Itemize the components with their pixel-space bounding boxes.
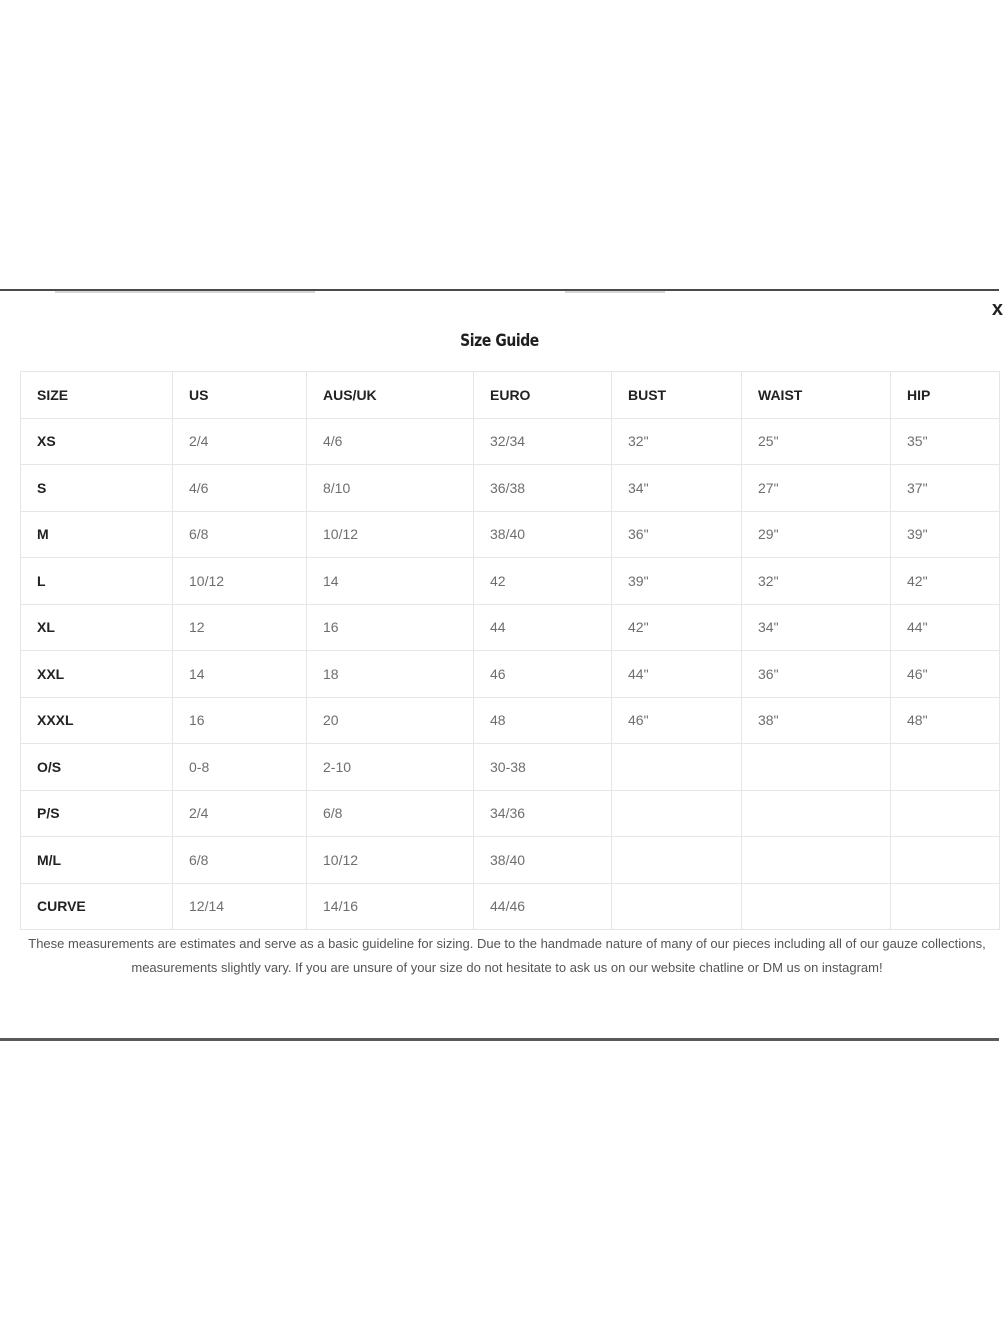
cell-bust: 44" <box>612 651 742 698</box>
cell-aus-uk: 10/12 <box>307 837 474 884</box>
cell-bust <box>612 883 742 930</box>
cell-us: 14 <box>173 651 307 698</box>
cell-us: 0-8 <box>173 744 307 791</box>
cell-us: 2/4 <box>173 790 307 837</box>
cell-size: S <box>21 465 173 512</box>
column-header-waist: WAIST <box>742 372 891 419</box>
cell-euro: 32/34 <box>474 418 612 465</box>
cell-size: CURVE <box>21 883 173 930</box>
cell-bust: 39" <box>612 558 742 605</box>
cell-aus-uk: 6/8 <box>307 790 474 837</box>
cell-bust: 46" <box>612 697 742 744</box>
table-row <box>21 418 1000 465</box>
cell-waist <box>742 744 891 791</box>
cell-hip <box>891 790 1000 837</box>
cell-waist: 34" <box>742 604 891 651</box>
cell-us: 4/6 <box>173 465 307 512</box>
cell-size: XS <box>21 418 173 465</box>
table-header-row <box>21 372 1000 419</box>
cell-size: L <box>21 558 173 605</box>
cell-hip <box>891 837 1000 884</box>
cell-hip: 35" <box>891 418 1000 465</box>
cell-euro: 46 <box>474 651 612 698</box>
table-row <box>21 744 1000 791</box>
cell-waist: 36" <box>742 651 891 698</box>
table-row <box>21 604 1000 651</box>
cell-waist: 29" <box>742 511 891 558</box>
cell-euro: 44/46 <box>474 883 612 930</box>
cell-us: 2/4 <box>173 418 307 465</box>
cell-us: 6/8 <box>173 511 307 558</box>
table-row <box>21 651 1000 698</box>
cell-euro: 38/40 <box>474 837 612 884</box>
table-body <box>21 418 1000 930</box>
modal-title: Size Guide <box>460 331 539 351</box>
cell-aus-uk: 4/6 <box>307 418 474 465</box>
cell-aus-uk: 14 <box>307 558 474 605</box>
table-row <box>21 790 1000 837</box>
cell-aus-uk: 10/12 <box>307 511 474 558</box>
cell-bust: 42" <box>612 604 742 651</box>
cell-waist: 27" <box>742 465 891 512</box>
cell-size: XL <box>21 604 173 651</box>
cell-hip: 37" <box>891 465 1000 512</box>
cell-euro: 30-38 <box>474 744 612 791</box>
column-header-aus-uk: AUS/UK <box>307 372 474 419</box>
cell-waist: 25" <box>742 418 891 465</box>
cell-waist: 32" <box>742 558 891 605</box>
cell-euro: 34/36 <box>474 790 612 837</box>
table-row <box>21 558 1000 605</box>
cell-size: XXL <box>21 651 173 698</box>
cell-size: P/S <box>21 790 173 837</box>
table-row <box>21 837 1000 884</box>
cell-hip: 39" <box>891 511 1000 558</box>
size-table <box>20 371 1000 930</box>
cell-euro: 42 <box>474 558 612 605</box>
cell-bust <box>612 744 742 791</box>
cell-hip: 42" <box>891 558 1000 605</box>
size-guide-modal <box>0 289 1003 1041</box>
cell-waist <box>742 837 891 884</box>
cell-euro: 44 <box>474 604 612 651</box>
cell-aus-uk: 20 <box>307 697 474 744</box>
cell-aus-uk: 8/10 <box>307 465 474 512</box>
cell-waist <box>742 790 891 837</box>
cell-hip: 44" <box>891 604 1000 651</box>
cell-aus-uk: 18 <box>307 651 474 698</box>
cell-aus-uk: 16 <box>307 604 474 651</box>
cell-aus-uk: 14/16 <box>307 883 474 930</box>
table-row <box>21 697 1000 744</box>
cell-hip <box>891 883 1000 930</box>
column-header-bust: BUST <box>612 372 742 419</box>
cell-us: 6/8 <box>173 837 307 884</box>
background-divider <box>565 291 665 293</box>
cell-aus-uk: 2-10 <box>307 744 474 791</box>
cell-us: 12 <box>173 604 307 651</box>
cell-size: O/S <box>21 744 173 791</box>
cell-size: XXXL <box>21 697 173 744</box>
column-header-euro: EURO <box>474 372 612 419</box>
cell-waist: 38" <box>742 697 891 744</box>
close-icon[interactable]: x <box>991 298 1003 320</box>
background-divider <box>55 291 315 293</box>
column-header-size: SIZE <box>21 372 173 419</box>
cell-bust <box>612 790 742 837</box>
table-row <box>21 511 1000 558</box>
cell-size: M <box>21 511 173 558</box>
cell-bust <box>612 837 742 884</box>
table-row <box>21 883 1000 930</box>
cell-bust: 34" <box>612 465 742 512</box>
cell-us: 10/12 <box>173 558 307 605</box>
cell-size: M/L <box>21 837 173 884</box>
column-header-us: US <box>173 372 307 419</box>
cell-hip <box>891 744 1000 791</box>
cell-us: 12/14 <box>173 883 307 930</box>
cell-euro: 38/40 <box>474 511 612 558</box>
cell-waist <box>742 883 891 930</box>
cell-bust: 36" <box>612 511 742 558</box>
cell-hip: 48" <box>891 697 1000 744</box>
column-header-hip: HIP <box>891 372 1000 419</box>
cell-euro: 48 <box>474 697 612 744</box>
cell-bust: 32" <box>612 418 742 465</box>
table-row <box>21 465 1000 512</box>
cell-euro: 36/38 <box>474 465 612 512</box>
cell-hip: 46" <box>891 651 1000 698</box>
sizing-disclaimer: These measurements are estimates and serve as a basic guideline for sizing. Due to the handmade nature of many of our pieces including all of our gauze collections, measurements slightly vary. If you are unsure of your size do not hesitate to ask us on our website chatline or DM us on instagram! <box>28 936 986 975</box>
cell-us: 16 <box>173 697 307 744</box>
